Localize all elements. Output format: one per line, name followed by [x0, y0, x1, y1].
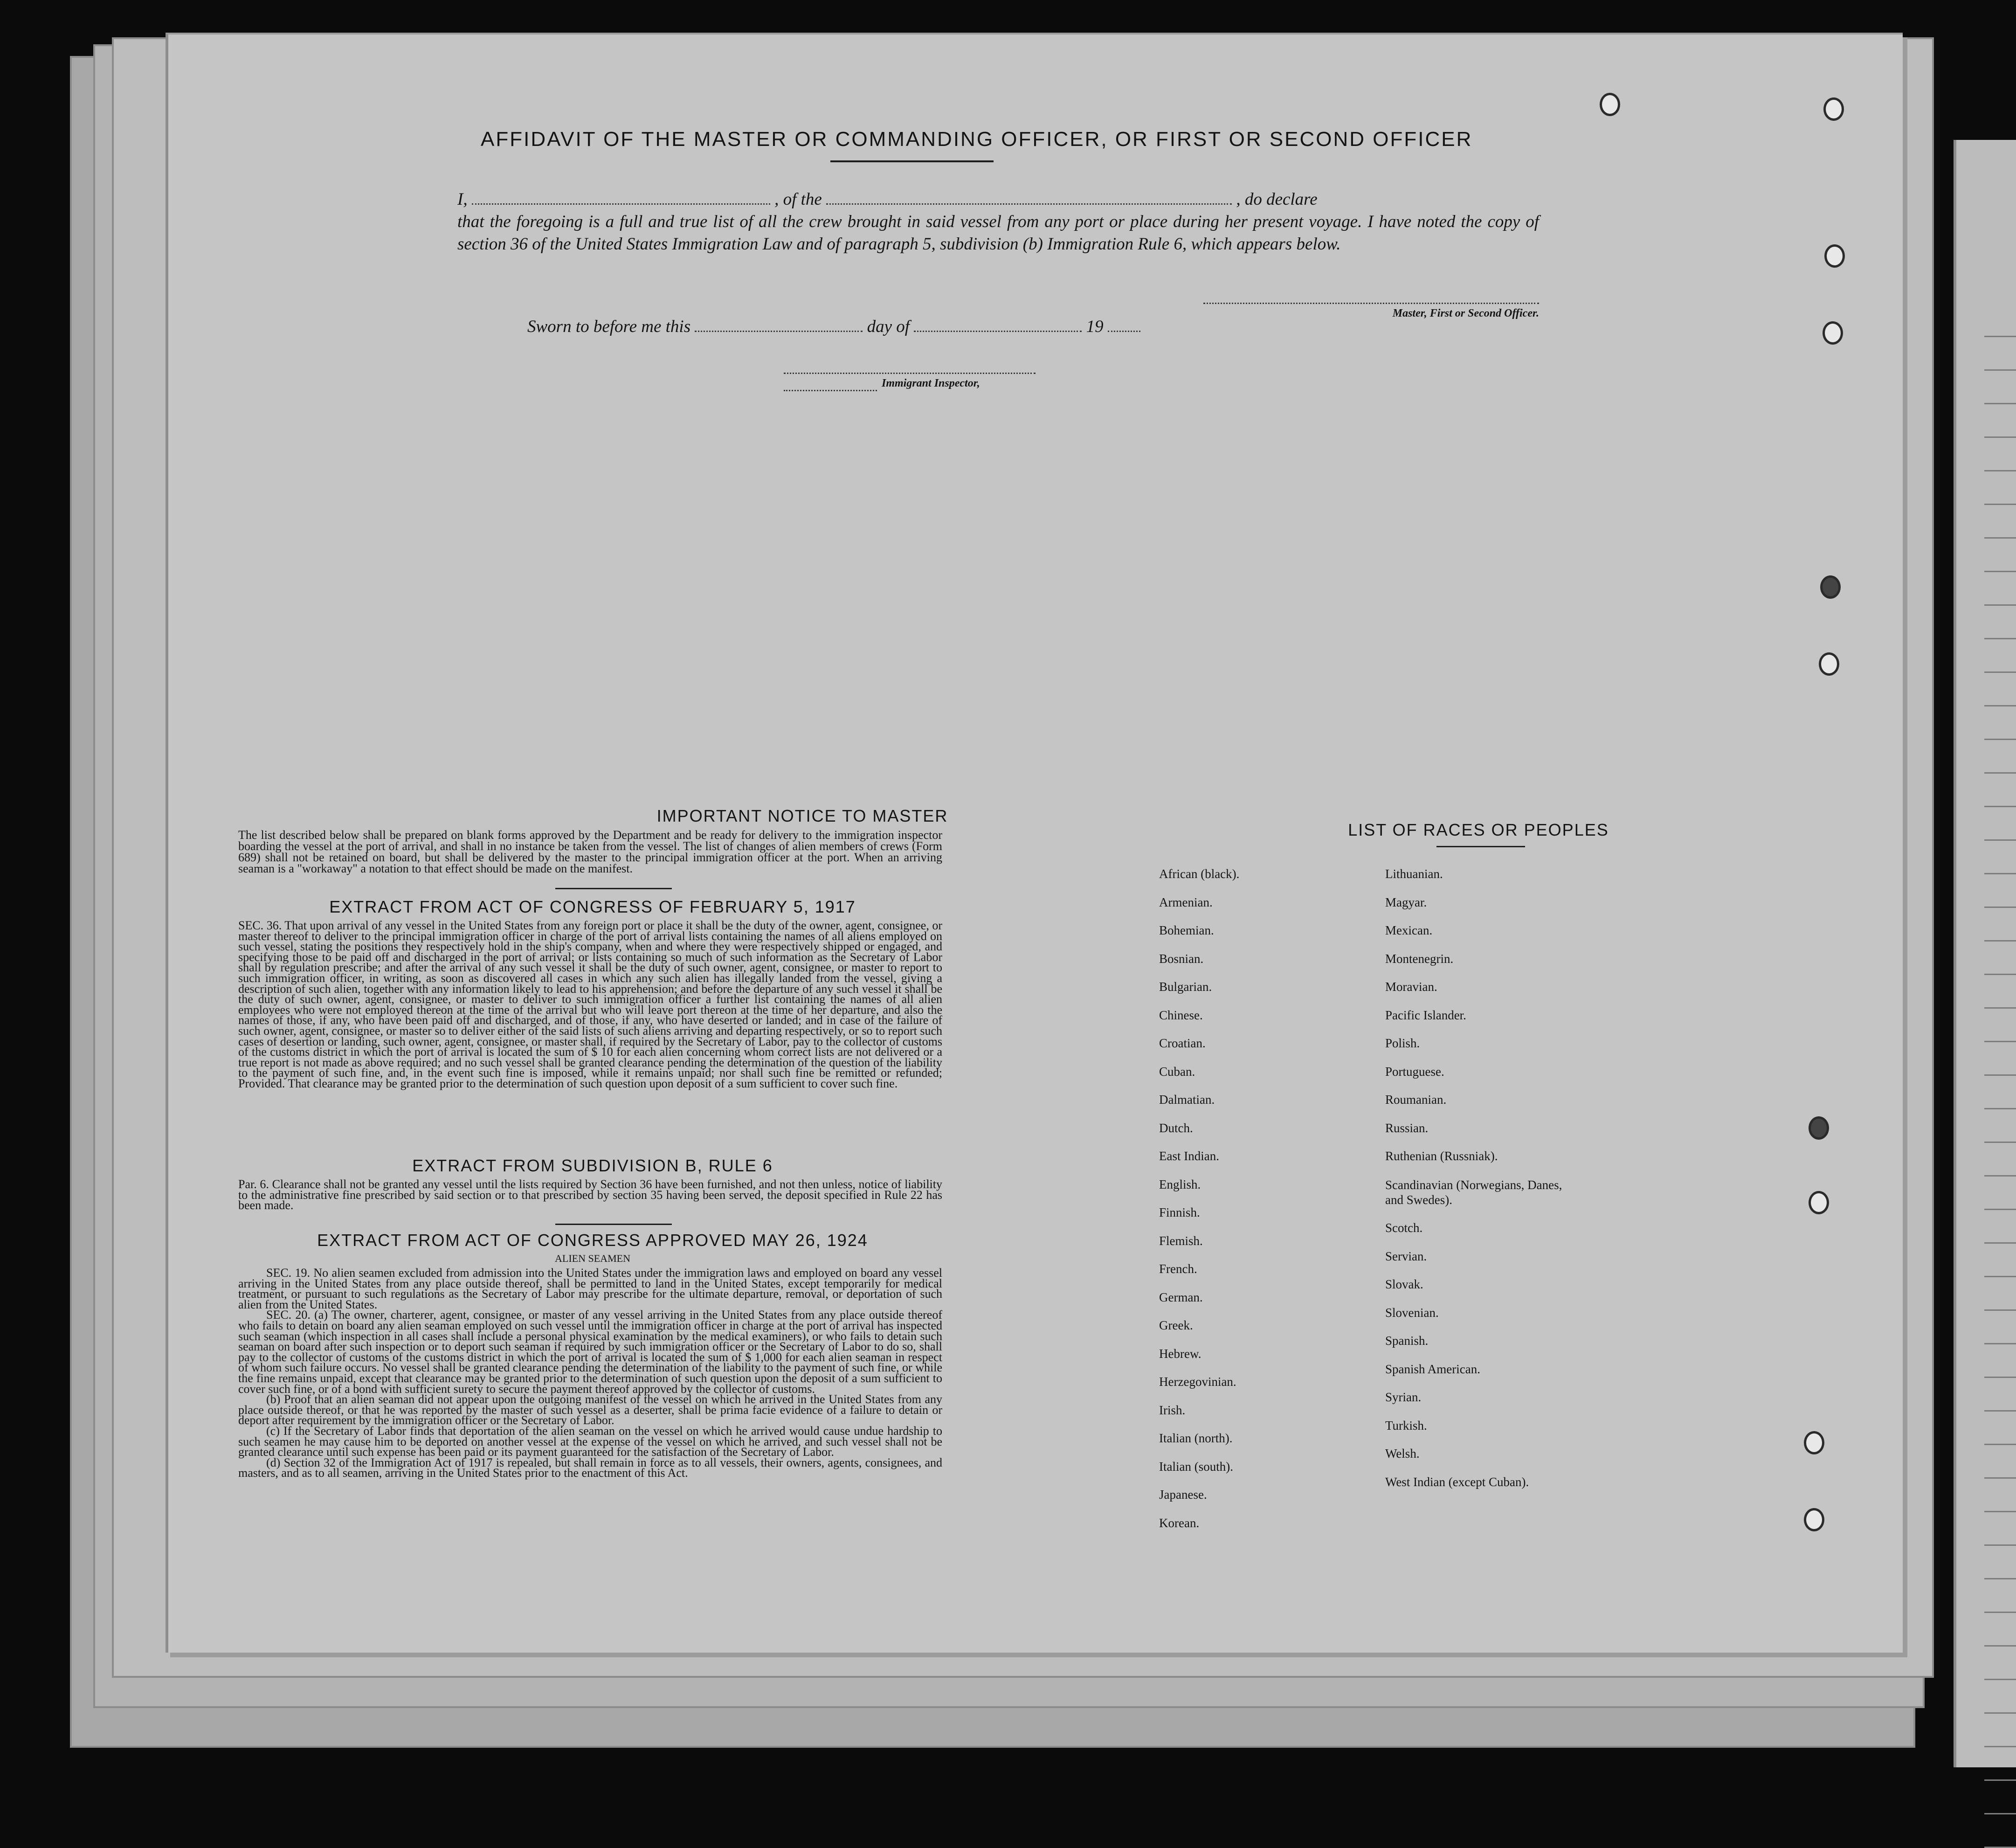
race-item: Cuban.	[1159, 1064, 1195, 1079]
race-item: Bohemian.	[1159, 923, 1214, 937]
race-item: Portuguese.	[1385, 1064, 1444, 1079]
race-item: Scandinavian (Norwegians, Danes, and Swedes).	[1385, 1177, 1562, 1207]
ruled-line	[1984, 873, 2016, 874]
ruled-line	[1984, 1242, 2016, 1244]
affidavit-title: AFFIDAVIT OF THE MASTER OR COMMANDING OFFICER, OR FIRST OR SECOND OFFICER	[481, 128, 1473, 151]
ruled-line	[1984, 1074, 2016, 1076]
race-item: Armenian.	[1159, 895, 1213, 909]
sworn-line	[527, 317, 1140, 337]
ruled-line	[1984, 436, 2016, 438]
race-item: Bosnian.	[1159, 951, 1204, 966]
race-item: Roumanian.	[1385, 1093, 1447, 1107]
inspector-signature-field[interactable]	[784, 373, 1036, 374]
ruled-line	[1984, 1041, 2016, 1042]
race-item: Croatian.	[1159, 1036, 1206, 1050]
race-item: Magyar.	[1385, 895, 1427, 909]
sworn-day-field[interactable]	[695, 331, 863, 332]
ruled-line	[1984, 504, 2016, 505]
extract-1924-paragraph: SEC. 20. (a) The owner, charterer, agent, consignee, or master of any vessel arriving in the United States from any place outside thereof who fails to detain on board any alien seaman employed on such vessel until the immigration officer in charge at the port of arrival has inspected such seaman (which inspection in all cases shall include a personal physical examination by the medical examiners), or who fails to detain such seaman on board after such inspection or to deport such seaman if required by such immigration officer or the Secretary of Labor to do so, shall pay to the collector of customs of the customs district in which the port of arrival is located the sum of $ 1,000 for each alien seaman in respect of whom such failure occurs. No vessel shall be granted clearance pending the determination of the liability to the payment of such fine, or while the fine remains unpaid, except that clearance may be granted prior to the determination of such question upon the deposit of a sum sufficient to cover such fine, or of a bond with sufficient surety to secure the payment thereof approved by the collector of customs.	[238, 1308, 942, 1396]
ruled-line	[1984, 1410, 2016, 1412]
races-title: LIST OF RACES OR PEOPLES	[1348, 820, 1609, 839]
race-item: Syrian.	[1385, 1390, 1422, 1405]
ruled-line	[1984, 1175, 2016, 1177]
ruled-line	[1984, 571, 2016, 572]
extract-1917-text: SEC. 36. That upon arrival of any vessel in the United States from any foreign port or place it shall be the duty of the owner, agent, consignee, or master thereof to deliver to the principal immigration officer in charge of the port of arrival lists containing the names of all aliens employed on such vessel, stating the positions they respectively hold in the ship's company, when and where they were respectively shipped or engaged, and specifying those to be paid off and discharged in the port of arrival; or lists containing so much of such information as the Secretary of Labor shall by regulation prescribe; and after the arrival of any such vessel it shall be the duty of such owner, agent, consignee, or master to report to such immigration officer, in writing, as soon as discovered all cases in which any such alien has illegally landed from the vessel, giving a description of such alien, together with any information likely to lead to his apprehension; and before the departure of any such vessel it shall be the duty of such owner, agent, consignee, or master to deliver to such immigration officer a further list containing the names of all alien employees who were not employed thereon at the time of the arrival but who will leave port thereon at the time of her departure, and also the names of those, if any, who have been paid off and discharged, and of those, if any, who have deserted or landed; and in case of the failure of such owner, agent, consignee, or master so to deliver either of the said lists of such aliens arriving and departing respectively, or so to report such cases of desertion or landing, such owner, agent, consignee, or master shall, if required by the Secretary of Labor, pay to the collector of customs of the customs district in which the port of arrival is located the sum of $ 10 for each alien concerning whom correct lists are not delivered or a true report is not made as above required; and no such vessel shall be granted clearance pending the determination of the question of the liability to the payment of such fine, and, in the event such fine is imposed, while it remains unpaid; nor shall such fine be remitted or refunded; Provided. That clearance may be granted prior to the determination of such question upon deposit of a sum sufficient to cover such fine.	[238, 919, 942, 1090]
race-item: Hebrew.	[1159, 1346, 1201, 1361]
race-item: West Indian (except Cuban).	[1385, 1474, 1529, 1489]
sworn-label: Sworn to before me this	[527, 317, 691, 336]
ruled-line	[1984, 1645, 2016, 1647]
extract-1924-paragraph: SEC. 19. No alien seamen excluded from admission into the United States under the immigration laws and employed on board any vessel arriving in the United States from any place outside thereof, shall be permitted to land in the United States, except temporarily for medical treatment, or pursuant to such regulations as the Secretary of Labor may prescribe for the ultimate departure, removal, or deportation of such alien from the United States.	[238, 1266, 942, 1311]
of-the-label: , of the	[774, 190, 822, 209]
binder-hole-icon	[1809, 1116, 1829, 1140]
race-item: Lithuanian.	[1385, 867, 1443, 881]
binder-hole-icon	[1804, 1431, 1824, 1454]
ruled-line	[1984, 671, 2016, 673]
binder-hole-icon	[1823, 321, 1843, 345]
ruled-line	[1984, 1142, 2016, 1143]
affidavit-statement	[457, 188, 1539, 256]
ruled-line	[1984, 974, 2016, 975]
race-item: Turkish.	[1385, 1418, 1427, 1433]
ruled-line	[1984, 1343, 2016, 1344]
ruled-line	[1984, 1779, 2016, 1781]
race-item: French.	[1159, 1262, 1197, 1276]
race-item: Spanish American.	[1385, 1362, 1480, 1376]
title-underline	[830, 160, 994, 162]
ruled-line	[1984, 1712, 2016, 1714]
sworn-month-field[interactable]	[914, 331, 1082, 332]
race-item: Dalmatian.	[1159, 1093, 1215, 1107]
notice-text: The list described below shall be prepared on blank forms approved by the Department and be ready for delivery to the immigration inspector boarding the vessel at the port of arrival, and shall in no instance be taken from the vessel. The list of changes of alien members of crews (Form 689) shall not be retained on board, but shall be delivered by the master to the principal immigration officer at the port. When an arriving seaman is a "workaway" a notation to that effect should be made on the manifest.	[238, 828, 942, 875]
race-item: Slovak.	[1385, 1277, 1423, 1292]
ruled-line	[1984, 1209, 2016, 1210]
extract-1924-paragraph: (b) Proof that an alien seaman did not appear upon the outgoing manifest of the vessel on which he arrived in the United States from any place outside thereof, or that he was reported by the master of such vessel as a deserter, shall be prima facie evidence of a failure to detain or deport after requirement by the immigration officer or the Secretary of Labor.	[238, 1392, 942, 1427]
binder-hole-icon	[1804, 1508, 1824, 1531]
ruled-line	[1984, 739, 2016, 740]
race-item: Moravian.	[1385, 980, 1437, 994]
binder-hole-icon	[1824, 244, 1845, 268]
adjacent-page-edge	[1954, 140, 2016, 1767]
ruled-line	[1984, 470, 2016, 471]
extract-rule6-title: EXTRACT FROM SUBDIVISION B, RULE 6	[412, 1156, 773, 1175]
ruled-line	[1984, 1477, 2016, 1479]
signature-field[interactable]	[1203, 303, 1539, 304]
race-item: Ruthenian (Russniak).	[1385, 1149, 1498, 1163]
ruled-line	[1984, 705, 2016, 706]
ruled-line	[1984, 604, 2016, 606]
race-item: Montenegrin.	[1385, 951, 1454, 966]
section-divider	[555, 888, 672, 889]
ruled-line	[1984, 806, 2016, 807]
ruled-line	[1984, 1578, 2016, 1579]
ruled-line	[1984, 1544, 2016, 1546]
binder-hole-icon	[1820, 575, 1841, 599]
ruled-line	[1984, 369, 2016, 371]
extract-1917-title: EXTRACT FROM ACT OF CONGRESS OF FEBRUARY 5, 1917	[329, 897, 856, 916]
race-item: Flemish.	[1159, 1233, 1203, 1248]
ruled-line	[1984, 1309, 2016, 1311]
race-item: Chinese.	[1159, 1008, 1203, 1022]
ruled-line	[1984, 1813, 2016, 1814]
binder-hole-icon	[1809, 1191, 1829, 1214]
race-item: Welsh.	[1385, 1447, 1420, 1461]
extract-1924-text	[238, 1268, 942, 1479]
ruled-line	[1984, 907, 2016, 908]
inspector-label: Immigrant Inspector,	[882, 377, 980, 389]
section-divider	[555, 1224, 672, 1225]
race-item: Greek.	[1159, 1318, 1193, 1332]
vessel-field[interactable]	[826, 203, 1232, 205]
race-item: Italian (south).	[1159, 1459, 1233, 1474]
ruled-line	[1984, 1746, 2016, 1747]
extract-1924-paragraph: (d) Section 32 of the Immigration Act of 1917 is repealed, but shall remain in force as to all vessels, their owners, agents, consignees, and masters, and as to all seamen, arriving in the United States prior to the enactment of this Act.	[238, 1455, 942, 1480]
do-declare-label: , do declare	[1236, 190, 1318, 209]
extract-1924-paragraph: (c) If the Secretary of Labor finds that deportation of the alien seaman on the vessel on which he arrived would cause undue hardship to such seamen he may cause him to be deported on another vessel at the expense of the vessel on which he arrived, and such vessel shall not be granted clearance until such expense has been paid or its payment guaranteed for the satisfaction of the Secretary of Labor.	[238, 1424, 942, 1459]
ruled-line	[1984, 1679, 2016, 1680]
sworn-year-field[interactable]	[1108, 331, 1140, 332]
races-title-underline	[1436, 846, 1525, 847]
race-item: Pacific Islander.	[1385, 1008, 1466, 1022]
extract-1924-title: EXTRACT FROM ACT OF CONGRESS APPROVED MAY 26, 1924	[317, 1231, 868, 1250]
race-item: Dutch.	[1159, 1121, 1193, 1135]
year-prefix: 19	[1086, 317, 1104, 336]
race-item: East Indian.	[1159, 1149, 1219, 1163]
ruled-line	[1984, 1108, 2016, 1109]
race-item: Bulgarian.	[1159, 980, 1212, 994]
ruled-line	[1984, 403, 2016, 404]
inspector-signature-underline	[784, 390, 877, 391]
binder-hole-icon	[1823, 97, 1844, 121]
ruled-line	[1984, 336, 2016, 337]
race-item: African (black).	[1159, 867, 1240, 881]
race-item: Finnish.	[1159, 1205, 1200, 1219]
affidavit-body-text: that the foregoing is a full and true list of all the crew brought in said vessel from any port or place during her present voyage. I have noted the copy of section 36 of the United States Immigration Law and of paragraph 5, subdivision (b) Immigration Rule 6, which appears below.	[457, 212, 1539, 254]
ruled-line	[1984, 1511, 2016, 1512]
name-field[interactable]	[472, 203, 770, 205]
ruled-line	[1984, 839, 2016, 841]
signature-label: Master, First or Second Officer.	[1392, 307, 1539, 319]
ruled-line	[1984, 537, 2016, 539]
ruled-line	[1984, 1276, 2016, 1277]
ruled-line	[1984, 1444, 2016, 1445]
race-item: Italian (north).	[1159, 1431, 1233, 1445]
race-item: Herzegovinian.	[1159, 1375, 1236, 1389]
race-item: Mexican.	[1385, 923, 1433, 937]
day-of-label: day of	[867, 317, 910, 336]
ruled-line	[1984, 940, 2016, 941]
i-label: I,	[457, 190, 468, 209]
race-item: Irish.	[1159, 1403, 1186, 1417]
binder-hole-icon	[1600, 93, 1620, 116]
affidavit-first-line	[457, 188, 1539, 211]
race-item: Polish.	[1385, 1036, 1420, 1050]
race-item: Scotch.	[1385, 1221, 1423, 1235]
race-item: German.	[1159, 1290, 1203, 1304]
race-item: Korean.	[1159, 1516, 1200, 1530]
ruled-line	[1984, 638, 2016, 639]
race-item: English.	[1159, 1177, 1201, 1191]
ruled-line	[1984, 1007, 2016, 1009]
race-item: Spanish.	[1385, 1334, 1429, 1348]
manifest-page	[166, 33, 1903, 1653]
race-item: Japanese.	[1159, 1488, 1207, 1502]
race-item: Slovenian.	[1385, 1305, 1439, 1320]
ruled-line	[1984, 772, 2016, 774]
race-item: Servian.	[1385, 1249, 1427, 1263]
extract-1924-subtitle: ALIEN SEAMEN	[555, 1253, 630, 1264]
ruled-line	[1984, 1377, 2016, 1378]
binder-hole-icon	[1819, 652, 1839, 676]
notice-title: IMPORTANT NOTICE TO MASTER	[656, 806, 948, 825]
extract-rule6-text: Par. 6. Clearance shall not be granted any vessel until the lists required by Section 36 have been furnished, and not then unless, notice of liability to the administrative fine prescribed by said section or to that prescribed by section 35 having been served, the deposit specified in Rule 22 has been made.	[238, 1177, 942, 1212]
ruled-line	[1984, 1612, 2016, 1613]
race-item: Russian.	[1385, 1121, 1429, 1135]
